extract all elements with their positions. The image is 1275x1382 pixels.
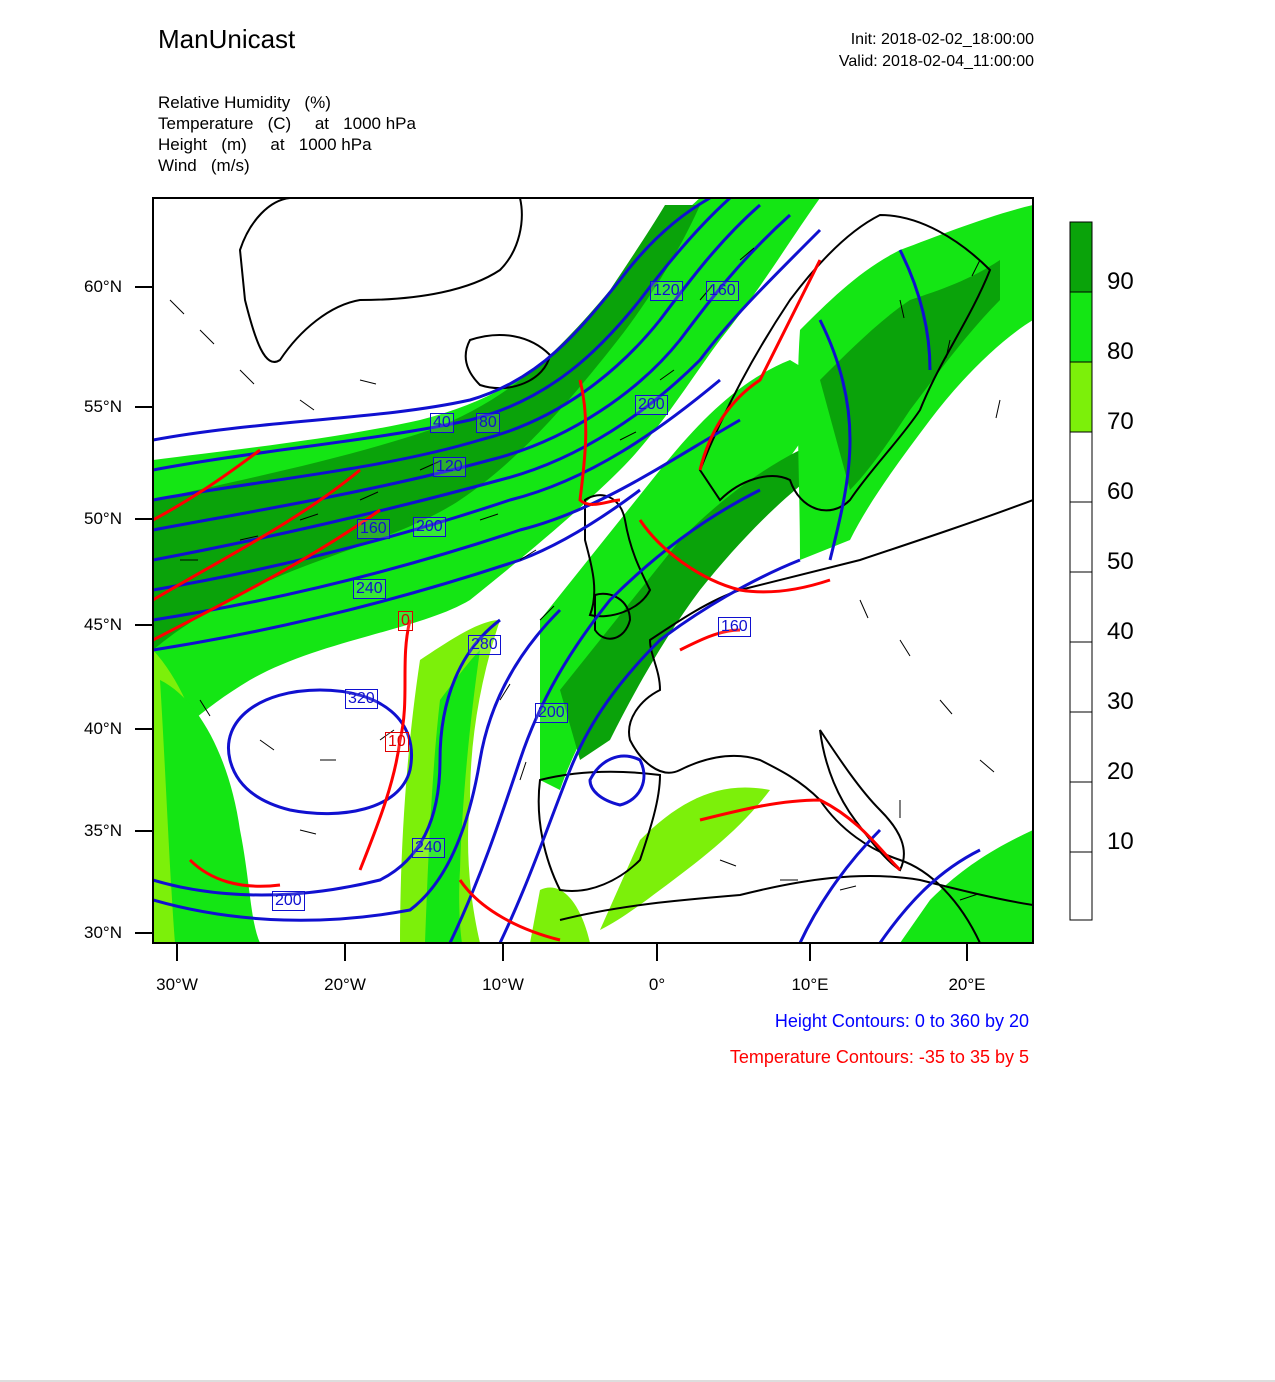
- lat-label-50n: 50°N: [84, 509, 122, 528]
- colorbar-label-80: 80: [1107, 338, 1134, 365]
- height-contour-label: 160: [357, 519, 390, 539]
- height-contour-label: 160: [718, 617, 751, 637]
- colorbar-label-20: 20: [1107, 758, 1134, 785]
- colorbar-label-30: 30: [1107, 688, 1134, 715]
- lon-label-20e: 20°E: [948, 975, 986, 994]
- height-contour-label: 120: [650, 281, 683, 301]
- colorbar-label-40: 40: [1107, 618, 1134, 645]
- lat-label-30n: 30°N: [84, 923, 122, 942]
- init-time: Init: 2018-02-02_18:00:00: [850, 31, 1034, 48]
- height-contour-label: 80: [476, 413, 500, 433]
- lon-label-0: 0°: [648, 975, 666, 994]
- height-contour-label: 200: [413, 517, 446, 537]
- map-field: [153, 198, 1033, 943]
- colorbar-label-50: 50: [1107, 548, 1134, 575]
- height-contour-label: 240: [353, 579, 386, 599]
- lon-label-30w: 30°W: [156, 975, 198, 994]
- height-contour-label: 200: [535, 703, 568, 723]
- height-contour-label: 120: [433, 457, 466, 477]
- description-height: Height (m) at 1000 hPa: [158, 135, 372, 154]
- colorbar: [1070, 222, 1092, 920]
- height-contour-label: 240: [412, 838, 445, 858]
- lon-ticks: [177, 943, 967, 961]
- lat-label-60n: 60°N: [84, 277, 122, 296]
- lat-label-55n: 55°N: [84, 397, 122, 416]
- description-rh: Relative Humidity (%): [158, 93, 331, 112]
- description-temperature: Temperature (C) at 1000 hPa: [158, 114, 416, 133]
- colorbar-label-90: 90: [1107, 268, 1134, 295]
- height-contour-note: Height Contours: 0 to 360 by 20: [774, 1011, 1029, 1031]
- colorbar-label-10: 10: [1107, 828, 1134, 855]
- lat-label-45n: 45°N: [84, 615, 122, 634]
- lon-label-10e: 10°E: [791, 975, 829, 994]
- temperature-contour-note: Temperature Contours: -35 to 35 by 5: [729, 1047, 1029, 1067]
- height-contour-label: 320: [345, 689, 378, 709]
- chart-title: ManUnicast: [158, 24, 296, 54]
- height-contour-label: 40: [430, 413, 454, 433]
- colorbar-label-60: 60: [1107, 478, 1134, 505]
- lon-label-10w: 10°W: [482, 975, 524, 994]
- lon-label-20w: 20°W: [324, 975, 366, 994]
- colorbar-label-70: 70: [1107, 408, 1134, 435]
- height-contour-label: 200: [635, 395, 668, 415]
- temperature-contour-label: 10: [385, 732, 409, 752]
- height-contour-label: 160: [706, 281, 739, 301]
- valid-time: Valid: 2018-02-04_11:00:00: [838, 53, 1034, 70]
- lat-ticks: [135, 287, 153, 933]
- height-contour-label: 200: [272, 891, 305, 911]
- lat-label-35n: 35°N: [84, 821, 122, 840]
- description-wind: Wind (m/s): [158, 156, 250, 175]
- temperature-contour-label: 0: [398, 611, 413, 631]
- height-contour-label: 280: [468, 635, 501, 655]
- lat-label-40n: 40°N: [84, 719, 122, 738]
